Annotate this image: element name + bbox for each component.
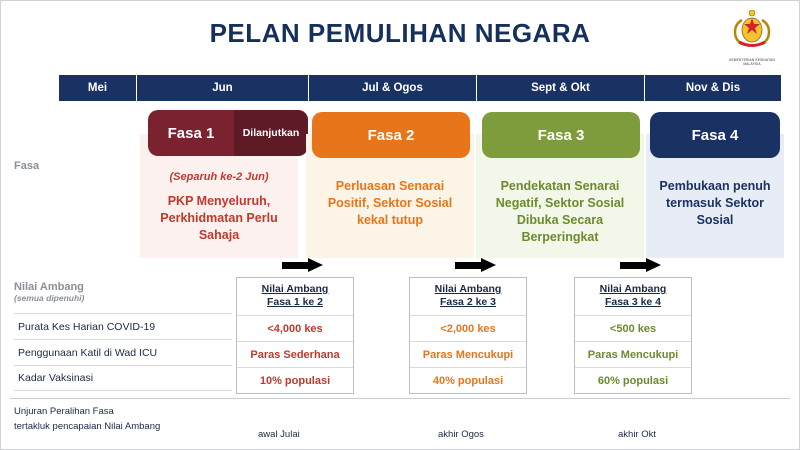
phase-description-1: PKP Menyeluruh, Perkhidmatan Perlu Sahaja	[160, 193, 278, 242]
crest-caption: KEMENTERIAN KESIHATAN MALAYSIA	[729, 58, 775, 66]
threshold-header-2-line2: Fasa 2 ke 3	[439, 296, 497, 309]
footer-date-1: awal Julai	[258, 429, 300, 440]
phase-pill-3[interactable]	[482, 112, 640, 158]
threshold-3-value-0: <500 kes	[575, 315, 691, 341]
threshold-2-value-2: 40% populasi	[410, 367, 526, 393]
month-cell-nov-dis: Nov & Dis	[685, 82, 741, 94]
timeline-month-header	[58, 74, 782, 102]
month-cell-mei: Mei	[59, 75, 137, 101]
phase-note-1: (Separuh ke-2 Jun)	[169, 171, 269, 183]
threshold-header-2-line1: Nilai Ambang	[434, 283, 502, 295]
phase-description-3: Pendekatan Senarai Negatif, Sektor Sosial Dibuka Secara Berperingkat	[495, 179, 625, 244]
threshold-1-value-0: <4,000 kes	[237, 315, 353, 341]
transition-arrow-2	[455, 258, 497, 272]
threshold-header-3-line2: Fasa 3 ke 4	[604, 296, 662, 309]
criteria-row-labels	[14, 313, 232, 391]
threshold-3-value-2: 60% populasi	[575, 367, 691, 393]
transition-arrow-1	[282, 258, 324, 272]
phase-description-2: Perluasan Senarai Positif, Sektor Sosial kekal tutup	[327, 179, 453, 227]
row-label-nilai-ambang-main: Nilai Ambang	[14, 281, 84, 293]
phase-extension-1: Dilanjutkan	[234, 110, 308, 156]
phase-name-4: Fasa 4	[691, 126, 739, 144]
threshold-header-2	[410, 278, 526, 315]
row-label-nilai-ambang	[14, 281, 84, 303]
threshold-2-value-1: Paras Mencukupi	[410, 341, 526, 367]
month-cell-jun: Jun	[137, 75, 309, 101]
threshold-header-1-line2: Fasa 1 ke 2	[266, 296, 324, 309]
criteria-row-0: Purata Kes Harian COVID-19	[14, 313, 232, 339]
threshold-box-1	[236, 277, 354, 394]
criteria-row-2: Kadar Vaksinasi	[14, 365, 232, 391]
page-title: PELAN PEMULIHAN NEGARA	[209, 18, 591, 48]
threshold-header-1-line1: Nilai Ambang	[261, 283, 329, 295]
phase-pill-2[interactable]	[312, 112, 470, 158]
threshold-1-value-2: 10% populasi	[237, 367, 353, 393]
row-label-fasa: Fasa	[14, 160, 40, 172]
threshold-2-value-0: <2,000 kes	[410, 315, 526, 341]
threshold-box-2	[409, 277, 527, 394]
threshold-header-1	[237, 278, 353, 315]
footer-note-line2: tertakluk pencapaian Nilai Ambang	[14, 421, 161, 433]
phase-name-2: Fasa 2	[367, 126, 415, 144]
phase-name-1: Fasa 1	[167, 124, 215, 142]
footer-note-line1: Unjuran Peralihan Fasa	[14, 406, 114, 417]
malaysia-coat-of-arms-icon	[722, 8, 782, 64]
footer-note	[14, 404, 160, 434]
phase-description-4: Pembukaan penuh termasuk Sektor Sosial	[659, 179, 771, 227]
month-cell-jul-ogos: Jul & Ogos	[309, 75, 477, 101]
month-cell-sept-okt: Sept & Okt	[477, 75, 645, 101]
threshold-1-value-1: Paras Sederhana	[237, 341, 353, 367]
threshold-header-3-line1: Nilai Ambang	[599, 283, 667, 295]
threshold-header-3	[575, 278, 691, 315]
footer-divider	[10, 398, 790, 399]
criteria-row-1: Penggunaan Katil di Wad ICU	[14, 339, 232, 365]
phase-pill-4[interactable]	[650, 112, 780, 158]
footer-date-3: akhir Okt	[618, 429, 657, 440]
row-label-nilai-ambang-sub: (semua dipenuhi)	[14, 293, 85, 303]
phase-name-3: Fasa 3	[537, 126, 585, 144]
phase-pill-1[interactable]	[148, 110, 308, 156]
transition-arrow-3	[620, 258, 662, 272]
threshold-box-3	[574, 277, 692, 394]
threshold-3-value-1: Paras Mencukupi	[575, 341, 691, 367]
footer-date-2: akhir Ogos	[438, 429, 484, 440]
